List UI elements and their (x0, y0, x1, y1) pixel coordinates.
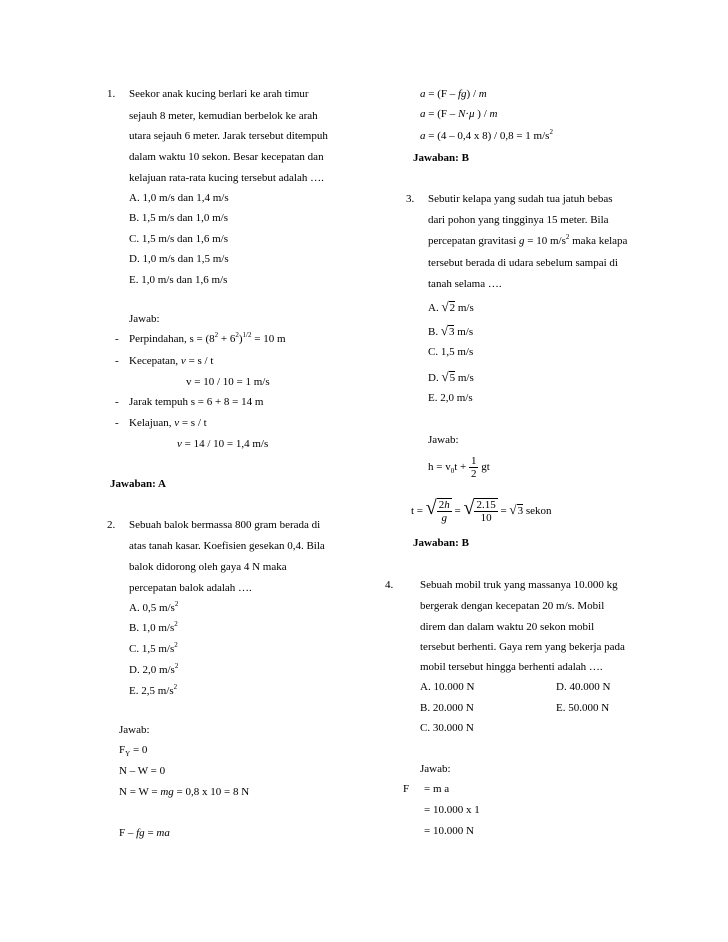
question-1-line: utara sejauh 6 meter. Jarak tersebut ditempuh (129, 130, 328, 142)
solution-speed-result: v = 14 / 10 = 1,4 m/s (177, 438, 269, 450)
solution-distance: Jarak tempuh s = 6 + 8 = 14 m (129, 396, 264, 408)
option: B. 20.000 N (420, 702, 474, 714)
question-4-line: Sebuah mobil truk yang massanya 10.000 kg (420, 579, 618, 591)
option: E. 2,0 m/s (428, 392, 473, 404)
question-3-line: percepatan gravitasi g = 10 $m/s^2$ maka kelapa (428, 233, 628, 247)
bullet-dash: - (115, 396, 119, 408)
question-4-line: mobil tersebut hingga berhenti adalah …. (420, 661, 603, 673)
solution-speed: Kelajuan, v = s / t (129, 417, 207, 429)
bullet-dash: - (115, 417, 119, 429)
option: E. 1,0 m/s dan 1,6 m/s (129, 274, 228, 286)
solution-fy: $F_Y = 0$ (119, 744, 148, 759)
solution-force-line: = m a (424, 783, 450, 795)
solution-height-formula: $h = v_0t$ + $\frac{1}{2}$ gt (428, 455, 490, 480)
answer-1: Jawaban: A (110, 478, 166, 490)
question-2-line: percepatan balok adalah …. (129, 582, 252, 594)
question-4-line: bergerak dengan kecepatan 20 m/s. Mobil (420, 600, 605, 612)
question-1-number: 1. (107, 88, 116, 100)
option: A. 10.000 N (420, 681, 475, 693)
question-4-number: 4. (385, 579, 394, 591)
question-3-line: dari pohon yang tingginya 15 meter. Bila (428, 214, 609, 226)
question-4-line: tersebut berhenti. Gaya rem yang bekerja pada (420, 641, 625, 653)
jawab-label: Jawab: (420, 763, 451, 775)
option: B. 1,0 $m/s^2$ (129, 620, 178, 634)
question-2-line: balok didorong oleh gaya 4 N maka (129, 561, 287, 573)
option: C. 1,5 m/s dan 1,6 m/s (129, 233, 229, 245)
question-1-line: sejauh 8 meter, kemudian berbelok ke arah (129, 110, 318, 122)
question-3-number: 3. (406, 193, 415, 205)
option: B. √3 m/s (428, 323, 474, 338)
solution-displacement: Perpindahan, $s = (8^2 + 6^2)^{1/2} = 10$ m (129, 331, 286, 345)
solution-force-label: F (403, 783, 410, 795)
solution-acceleration-3: a = (4 – 0,4 x 8) / 0,8 = 1 $m/s^2$ (420, 128, 553, 142)
bullet-dash: - (115, 333, 119, 345)
option: C. 30.000 N (420, 722, 474, 734)
option: D. 2,0 $m/s^2$ (129, 662, 179, 676)
solution-n-value: N = W = mg = 0,8 x 10 = 8 N (119, 786, 250, 798)
question-3-line: tersebut berada di udara sebelum sampai di (428, 257, 618, 269)
question-4-line: direm dan dalam waktu 20 sekon mobil (420, 621, 595, 633)
question-2-line: Sebuah balok bermassa 800 gram berada di (129, 519, 321, 531)
option: E. 2,5 $m/s^2$ (129, 683, 178, 697)
solution-velocity-result: v = 10 / 10 = 1 m/s (186, 376, 270, 388)
question-1-line: dalam waktu 10 sekon. Besar kecepatan dan (129, 151, 324, 163)
option: E. 50.000 N (556, 702, 610, 714)
solution-force-line: = 10.000 x 1 (424, 804, 480, 816)
solution-acceleration-2: a = (F – N·μ ) / m (420, 108, 498, 120)
option: C. 1,5 $m/s^2$ (129, 641, 178, 655)
solution-acceleration-1: a = (F – fg) / m (420, 88, 487, 100)
option: D. √5 m/s (428, 369, 474, 384)
option: D. 1,0 m/s dan 1,5 m/s (129, 253, 229, 265)
option: A. √2 m/s (428, 299, 474, 314)
question-2-number: 2. (107, 519, 116, 531)
solution-time-formula: t = √ $\frac{2h}{g}$ = √ $\frac{2.15}{10}$ = √3 sekon (411, 497, 552, 525)
option: C. 1,5 m/s (428, 346, 474, 358)
option: D. 40.000 N (556, 681, 611, 693)
jawab-label: Jawab: (119, 724, 150, 736)
question-3-line: Sebutir kelapa yang sudah tua jatuh bebas (428, 193, 613, 205)
answer-2: Jawaban: B (413, 152, 469, 164)
solution-nw: N – W = 0 (119, 765, 166, 777)
jawab-label: Jawab: (428, 434, 459, 446)
solution-velocity: Kecepatan, v = s / t (129, 355, 214, 367)
option: B. 1,5 m/s dan 1,0 m/s (129, 212, 229, 224)
option: A. 0,5 $m/s^2$ (129, 600, 179, 614)
answer-3: Jawaban: B (413, 537, 469, 549)
question-3-line: tanah selama …. (428, 278, 502, 290)
question-1-line: Seekor anak kucing berlari ke arah timur (129, 88, 309, 100)
bullet-dash: - (115, 355, 119, 367)
jawab-label: Jawab: (129, 313, 160, 325)
question-2-line: atas tanah kasar. Koefisien gesekan 0,4. Bila (129, 540, 325, 552)
solution-newton: F – fg = ma (119, 827, 170, 839)
solution-force-line: = 10.000 N (424, 825, 474, 837)
question-1-line: kelajuan rata-rata kucing tersebut adalah …. (129, 172, 324, 184)
option: A. 1,0 m/s dan 1,4 m/s (129, 192, 229, 204)
